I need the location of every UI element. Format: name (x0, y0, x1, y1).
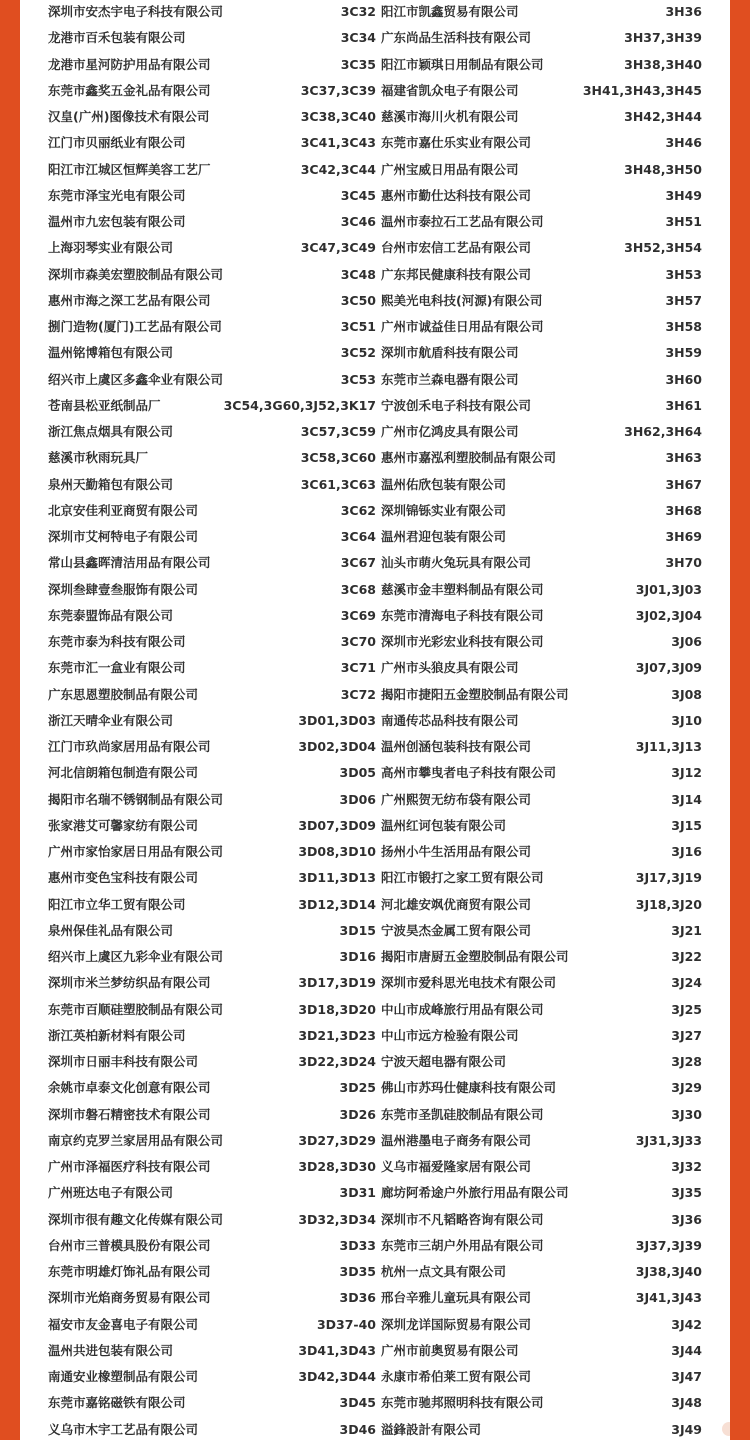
booth-number: 3J07,3J09 (635, 660, 702, 676)
booth-number: 3J35 (671, 1185, 702, 1201)
booth-number: 3C70 (340, 634, 376, 649)
exhibitor-name: 高州市攀曳者电子科技有限公司 (381, 765, 557, 781)
booth-number: 3H48,3H50 (624, 161, 702, 177)
exhibitor-name: 张家港艾可馨家纺有限公司 (48, 817, 199, 833)
booth-number: 3H41,3H43,3H45 (582, 82, 702, 98)
exhibitor-name: 中山市远方检验有限公司 (381, 1027, 519, 1043)
exhibitor-row (20, 1259, 730, 1285)
exhibitor-name: 浙江英柏新材料有限公司 (48, 1027, 186, 1043)
exhibitor-name: 温州君迎包装有限公司 (381, 529, 507, 544)
exhibitor-name: 广州宝威日用品有限公司 (381, 161, 519, 177)
exhibitor-name: 南通安业橡塑制品有限公司 (48, 1369, 199, 1384)
booth-number: 3J47 (671, 1369, 702, 1384)
booth-number: 3D33 (339, 1237, 376, 1253)
booth-number: 3C67 (340, 555, 376, 571)
booth-number: 3J27 (671, 1027, 702, 1043)
booth-number: 3J36 (671, 1211, 702, 1227)
corner-watermark-dot (722, 1422, 730, 1436)
exhibitor-row (20, 970, 730, 996)
booth-number: 3D26 (339, 1106, 376, 1122)
exhibitor-name: 东莞市嘉仕乐实业有限公司 (381, 135, 532, 151)
booth-number: 3D25 (339, 1080, 376, 1096)
booth-number: 3D21,3D23 (298, 1027, 376, 1043)
exhibitor-row (20, 1023, 730, 1049)
exhibitor-name: 广东思恩塑胶制品有限公司 (48, 686, 199, 702)
exhibitor-row (20, 314, 730, 340)
booth-number: 3J44 (671, 1342, 702, 1358)
booth-number: 3J25 (671, 1001, 702, 1017)
exhibitor-name: 泉州保佳礼品有限公司 (48, 922, 174, 938)
booth-number: 3C61,3C63 (300, 476, 376, 492)
exhibitor-name: 温州铭博箱包有限公司 (48, 345, 174, 361)
booth-number: 3D06 (339, 791, 376, 807)
booth-number: 3J37,3J39 (635, 1237, 702, 1253)
booth-number: 3D17,3D19 (298, 975, 376, 991)
booth-number: 3D36 (339, 1290, 376, 1306)
booth-number: 3D42,3D44 (298, 1369, 376, 1384)
exhibitor-row (20, 813, 730, 839)
booth-number: 3C50 (340, 292, 376, 308)
booth-number: 3D31 (339, 1185, 376, 1201)
exhibitor-row (20, 892, 730, 918)
exhibitor-name: 东莞市三胡户外用品有限公司 (381, 1237, 544, 1253)
booth-number: 3H57 (665, 292, 702, 308)
booth-number: 3J11,3J13 (635, 739, 702, 754)
booth-number: 3H62,3H64 (624, 424, 702, 439)
exhibitor-name: 东莞市泰为科技有限公司 (48, 634, 186, 649)
exhibitor-row (20, 1233, 730, 1259)
exhibitor-name: 温州市泰拉石工艺品有限公司 (381, 214, 544, 229)
booth-number: 3D05 (339, 765, 376, 781)
exhibitor-row (20, 104, 730, 130)
booth-number: 3H37,3H39 (624, 30, 702, 46)
booth-number: 3C54,3G60,3J52,3K17 (223, 397, 376, 413)
booth-number: 3D02,3D04 (298, 739, 376, 754)
exhibitor-name: 惠州市变色宝科技有限公司 (48, 870, 199, 886)
exhibitor-row (20, 1128, 730, 1154)
exhibitor-name: 广州熙贺无纺布袋有限公司 (381, 791, 532, 807)
exhibitor-name: 汕头市萌火兔玩具有限公司 (381, 555, 532, 571)
exhibitor-row (20, 603, 730, 629)
booth-number: 3H36 (665, 4, 702, 19)
exhibitor-name: 深圳市很有趣文化传媒有限公司 (48, 1211, 224, 1227)
exhibitor-name: 深圳市不凡韬略咨询有限公司 (381, 1211, 544, 1227)
booth-number: 3D18,3D20 (298, 1001, 376, 1017)
exhibitor-name: 广州市亿鸿皮具有限公司 (381, 424, 519, 439)
exhibitor-row (20, 288, 730, 314)
booth-number: 3D32,3D34 (298, 1211, 376, 1227)
booth-number: 3H67 (665, 476, 702, 492)
exhibitor-row (20, 340, 730, 366)
booth-number: 3H53 (665, 266, 702, 282)
exhibitor-name: 杭州一点文具有限公司 (381, 1264, 507, 1279)
booth-number: 3H59 (665, 345, 702, 361)
booth-number: 3J08 (671, 686, 702, 702)
booth-number: 3J49 (671, 1421, 702, 1437)
exhibitor-name: 北京安佳利亚商贸有限公司 (48, 502, 199, 518)
exhibitor-row (20, 682, 730, 708)
exhibitor-name: 深圳市光焰商务贸易有限公司 (48, 1290, 211, 1306)
booth-number: 3H63 (665, 450, 702, 466)
booth-number: 3J12 (671, 765, 702, 781)
exhibitor-row (20, 262, 730, 288)
exhibitor-name: 上海羽琴实业有限公司 (48, 240, 174, 256)
booth-number: 3J16 (671, 844, 702, 859)
exhibitor-row (20, 865, 730, 891)
booth-number: 3H42,3H44 (624, 109, 702, 124)
exhibitor-name: 佛山市苏玛仕健康科技有限公司 (381, 1080, 557, 1096)
exhibitor-name: 深圳市日丽丰科技有限公司 (48, 1054, 199, 1069)
booth-number: 3C42,3C44 (300, 161, 376, 177)
exhibitor-name: 惠州市海之深工艺品有限公司 (48, 292, 211, 308)
booth-number: 3J24 (671, 975, 702, 991)
exhibitor-name: 东莞市鑫奖五金礼品有限公司 (48, 82, 211, 98)
exhibitor-name: 永康市希伯莱工贸有限公司 (381, 1369, 532, 1384)
exhibitor-name: 深圳锦铄实业有限公司 (381, 502, 507, 518)
exhibitor-name: 龙港市百禾包装有限公司 (48, 30, 186, 46)
booth-number: 3D08,3D10 (298, 844, 376, 859)
booth-number: 3J10 (671, 712, 702, 728)
booth-number: 3J02,3J04 (635, 607, 702, 623)
exhibitor-name: 惠州市嘉泓利塑胶制品有限公司 (381, 450, 557, 466)
exhibitor-name: 温州红诃包装有限公司 (381, 817, 507, 833)
booth-number: 3D37-40 (316, 1316, 376, 1332)
exhibitor-name: 深圳市森美宏塑胶制品有限公司 (48, 266, 224, 282)
exhibitor-row (20, 52, 730, 78)
booth-number: 3D22,3D24 (298, 1054, 376, 1069)
booth-number: 3J06 (671, 634, 702, 649)
exhibitor-name: 揭阳市唐厨五金塑胶制品有限公司 (381, 949, 569, 964)
exhibitor-name: 东莞市兰森电器有限公司 (381, 371, 519, 387)
booth-number: 3D27,3D29 (298, 1132, 376, 1148)
booth-number: 3C62 (340, 502, 376, 518)
booth-number: 3D16 (339, 949, 376, 964)
booth-number: 3H46 (665, 135, 702, 151)
exhibitor-name: 温州佑欣包装有限公司 (381, 476, 507, 492)
booth-number: 3D12,3D14 (298, 896, 376, 912)
exhibitor-name: 福安市友金喜电子有限公司 (48, 1316, 199, 1332)
booth-number: 3J29 (671, 1080, 702, 1096)
exhibitor-row (20, 734, 730, 760)
booth-number: 3J18,3J20 (635, 896, 702, 912)
exhibitor-row (20, 1417, 730, 1440)
exhibitor-name: 东莞市百顺硅塑胶制品有限公司 (48, 1001, 224, 1017)
exhibitor-name: 浙江天晴伞业有限公司 (48, 712, 174, 728)
exhibitor-name: 溢鋒設計有限公司 (381, 1421, 482, 1437)
booth-number: 3C58,3C60 (300, 450, 376, 466)
exhibitor-name: 温州港墨电子商务有限公司 (381, 1132, 532, 1148)
exhibitor-row (20, 209, 730, 235)
exhibitor-rows (20, 0, 730, 1440)
exhibitor-name: 慈溪市海川火机有限公司 (381, 109, 519, 124)
exhibitor-name: 熙美光电科技(河源)有限公司 (381, 292, 543, 308)
exhibitor-name: 阳江市凯鑫贸易有限公司 (381, 4, 519, 19)
exhibitor-name: 扬州小牛生活用品有限公司 (381, 844, 532, 859)
exhibitor-row (20, 1154, 730, 1180)
exhibitor-name: 东莞市汇一盒业有限公司 (48, 660, 186, 676)
booth-number: 3H70 (665, 555, 702, 571)
exhibitor-name: 揭阳市捷阳五金塑胶制品有限公司 (381, 686, 569, 702)
exhibitor-row (20, 1312, 730, 1338)
exhibitor-row (20, 393, 730, 419)
exhibitor-name: 广州班达电子有限公司 (48, 1185, 174, 1201)
exhibitor-name: 台州市三普模具股份有限公司 (48, 1237, 211, 1253)
booth-number: 3J30 (671, 1106, 702, 1122)
booth-number: 3C51 (340, 319, 376, 334)
exhibitor-row (20, 787, 730, 813)
exhibitor-name: 广东尚品生活科技有限公司 (381, 30, 532, 46)
booth-number: 3D11,3D13 (298, 870, 376, 886)
exhibitor-row (20, 157, 730, 183)
exhibitor-name: 东莞市嘉铭磁铁有限公司 (48, 1395, 186, 1411)
booth-number: 3H52,3H54 (624, 240, 702, 256)
exhibitor-name: 惠州市勤仕达科技有限公司 (381, 187, 532, 203)
exhibitor-row (20, 183, 730, 209)
booth-number: 3J48 (671, 1395, 702, 1411)
booth-number: 3C72 (340, 686, 376, 702)
exhibitor-name: 广州市诚益佳日用品有限公司 (381, 319, 544, 334)
exhibitor-row (20, 1075, 730, 1101)
exhibitor-name: 苍南县松亚纸制品厂 (48, 397, 161, 413)
booth-number: 3C34 (340, 30, 376, 46)
exhibitor-name: 温州创涵包装科技有限公司 (381, 739, 532, 754)
exhibitor-row (20, 997, 730, 1023)
exhibitor-name: 揭阳市名瑞不锈钢制品有限公司 (48, 791, 224, 807)
booth-number: 3J41,3J43 (635, 1290, 702, 1306)
booth-number: 3C38,3C40 (300, 109, 376, 124)
exhibitor-name: 余姚市卓泰文化创意有限公司 (48, 1080, 211, 1096)
exhibitor-name: 深圳市磐石精密技术有限公司 (48, 1106, 211, 1122)
booth-number: 3J21 (671, 922, 702, 938)
exhibitor-row (20, 550, 730, 576)
booth-number: 3H60 (665, 371, 702, 387)
booth-number: 3J38,3J40 (635, 1264, 702, 1279)
exhibitor-name: 深圳市爱科思光电技术有限公司 (381, 975, 557, 991)
exhibitor-name: 广东邦民健康科技有限公司 (381, 266, 532, 282)
exhibitor-row (20, 1207, 730, 1233)
booth-number: 3D46 (339, 1421, 376, 1437)
booth-number: 3D45 (339, 1395, 376, 1411)
exhibitor-name: 东莞市清海电子科技有限公司 (381, 607, 544, 623)
exhibitor-name: 阳江市锻打之家工贸有限公司 (381, 870, 544, 886)
exhibitor-row (20, 419, 730, 445)
exhibitor-row (20, 472, 730, 498)
exhibitor-name: 捌门造物(厦门)工艺品有限公司 (48, 319, 222, 334)
booth-number: 3D07,3D09 (298, 817, 376, 833)
exhibitor-name: 义乌市木宇工艺品有限公司 (48, 1421, 199, 1437)
exhibitor-row (20, 1102, 730, 1128)
booth-number: 3H68 (665, 502, 702, 518)
exhibitor-name: 邢台辛雅儿童玩具有限公司 (381, 1290, 532, 1306)
booth-number: 3J28 (671, 1054, 702, 1069)
booth-number: 3J31,3J33 (635, 1132, 702, 1148)
booth-number: 3J01,3J03 (635, 581, 702, 597)
booth-number: 3C37,3C39 (300, 82, 376, 98)
booth-number: 3C53 (340, 371, 376, 387)
booth-number: 3C48 (340, 266, 376, 282)
booth-number: 3C68 (340, 581, 376, 597)
booth-number: 3C41,3C43 (300, 135, 376, 151)
booth-number: 3H69 (665, 529, 702, 544)
exhibitor-name: 义乌市福爱隆家居有限公司 (381, 1159, 532, 1174)
exhibitor-name: 东莞市明雄灯饰礼品有限公司 (48, 1264, 211, 1279)
booth-number: 3D35 (339, 1264, 376, 1279)
exhibitor-name: 台州市宏信工艺品有限公司 (381, 240, 532, 256)
exhibitor-row (20, 839, 730, 865)
exhibitor-name: 河北雄安飒优商贸有限公司 (381, 896, 532, 912)
exhibitor-name: 龙港市星河防护用品有限公司 (48, 56, 211, 72)
exhibitor-row (20, 25, 730, 51)
booth-number: 3D41,3D43 (298, 1342, 376, 1358)
exhibitor-row (20, 1390, 730, 1416)
exhibitor-row (20, 629, 730, 655)
exhibitor-name: 中山市成峰旅行用品有限公司 (381, 1001, 544, 1017)
exhibitor-name: 常山县鑫晖清洁用品有限公司 (48, 555, 211, 571)
exhibitor-name: 深圳叁肆壹叁服饰有限公司 (48, 581, 199, 597)
exhibitor-name: 廊坊阿希途户外旅行用品有限公司 (381, 1185, 569, 1201)
exhibitor-row (20, 1049, 730, 1075)
exhibitor-row (20, 367, 730, 393)
booth-number: 3C64 (340, 529, 376, 544)
exhibitor-name: 汉皇(广州)图像技术有限公司 (48, 109, 210, 124)
exhibitor-name: 宁波昊杰金属工贸有限公司 (381, 922, 532, 938)
exhibitor-name: 温州共进包装有限公司 (48, 1342, 174, 1358)
exhibitor-name: 江门市贝丽纸业有限公司 (48, 135, 186, 151)
exhibitor-name: 宁波天超电器有限公司 (381, 1054, 507, 1069)
booth-number: 3C46 (340, 214, 376, 229)
exhibitor-name: 江门市玖尚家居用品有限公司 (48, 739, 211, 754)
exhibitor-name: 深圳龙详国际贸易有限公司 (381, 1316, 532, 1332)
exhibitor-list-sheet (20, 0, 730, 1440)
booth-number: 3H38,3H40 (624, 56, 702, 72)
booth-number: 3H58 (665, 319, 702, 334)
booth-number: 3H49 (665, 187, 702, 203)
exhibitor-row (20, 498, 730, 524)
exhibitor-name: 宁波创禾电子科技有限公司 (381, 397, 532, 413)
exhibitor-name: 深圳市航盾科技有限公司 (381, 345, 519, 361)
exhibitor-row (20, 577, 730, 603)
exhibitor-name: 温州市九宏包装有限公司 (48, 214, 186, 229)
exhibitor-name: 广州市泽福医疗科技有限公司 (48, 1159, 211, 1174)
booth-number: 3D28,3D30 (298, 1159, 376, 1174)
booth-number: 3H61 (665, 397, 702, 413)
exhibitor-name: 南通传芯品科技有限公司 (381, 712, 519, 728)
exhibitor-row (20, 78, 730, 104)
booth-number: 3C32 (340, 4, 376, 19)
exhibitor-row (20, 1364, 730, 1390)
exhibitor-name: 深圳市安杰宇电子科技有限公司 (48, 4, 224, 19)
exhibitor-row (20, 708, 730, 734)
exhibitor-row (20, 524, 730, 550)
booth-number: 3C57,3C59 (300, 424, 376, 439)
exhibitor-name: 河北信朗箱包制造有限公司 (48, 765, 199, 781)
exhibitor-name: 深圳市光彩宏业科技有限公司 (381, 634, 544, 649)
exhibitor-row (20, 1285, 730, 1311)
exhibitor-name: 东莞市驰邦照明科技有限公司 (381, 1395, 544, 1411)
exhibitor-name: 深圳市米兰梦纺织品有限公司 (48, 975, 211, 991)
exhibitor-row (20, 918, 730, 944)
exhibitor-name: 浙江焦点烟具有限公司 (48, 424, 174, 439)
exhibitor-name: 东莞泰盟饰品有限公司 (48, 607, 174, 623)
exhibitor-name: 广州市头狼皮具有限公司 (381, 660, 519, 676)
booth-number: 3C69 (340, 607, 376, 623)
booth-number: 3J22 (671, 949, 702, 964)
exhibitor-name: 南京约克罗兰家居用品有限公司 (48, 1132, 224, 1148)
booth-number: 3D15 (339, 922, 376, 938)
exhibitor-row (20, 944, 730, 970)
booth-number: 3J17,3J19 (635, 870, 702, 886)
booth-number: 3J42 (671, 1316, 702, 1332)
exhibitor-name: 慈溪市金丰塑料制品有限公司 (381, 581, 544, 597)
booth-number: 3J14 (671, 791, 702, 807)
exhibitor-row (20, 1338, 730, 1364)
exhibitor-row (20, 1180, 730, 1206)
exhibitor-name: 慈溪市秋雨玩具厂 (48, 450, 149, 466)
booth-number: 3H51 (665, 214, 702, 229)
exhibitor-row (20, 445, 730, 471)
exhibitor-row (20, 655, 730, 681)
exhibitor-row (20, 0, 730, 25)
exhibitor-name: 阳江市颖琪日用制品有限公司 (381, 56, 544, 72)
exhibitor-name: 广州市家怡家居日用品有限公司 (48, 844, 224, 859)
exhibitor-name: 泉州天勤箱包有限公司 (48, 476, 174, 492)
exhibitor-name: 深圳市艾柯特电子有限公司 (48, 529, 199, 544)
exhibitor-name: 绍兴市上虞区多鑫伞业有限公司 (48, 371, 224, 387)
booth-number: 3C47,3C49 (300, 240, 376, 256)
exhibitor-name: 阳江市江城区恒辉美容工艺厂 (48, 161, 211, 177)
exhibitor-name: 东莞市圣凯硅胶制品有限公司 (381, 1106, 544, 1122)
exhibitor-name: 广州市前奥贸易有限公司 (381, 1342, 519, 1358)
exhibitor-name: 东莞市泽宝光电有限公司 (48, 187, 186, 203)
exhibitor-row (20, 130, 730, 156)
booth-number: 3D01,3D03 (298, 712, 376, 728)
exhibitor-name: 福建省凯众电子有限公司 (381, 82, 519, 98)
booth-number: 3C52 (340, 345, 376, 361)
exhibitor-name: 阳江市立华工贸有限公司 (48, 896, 186, 912)
exhibitor-row (20, 235, 730, 261)
booth-number: 3C45 (340, 187, 376, 203)
exhibitor-name: 绍兴市上虞区九彩伞业有限公司 (48, 949, 224, 964)
exhibitor-row (20, 760, 730, 786)
booth-number: 3J15 (671, 817, 702, 833)
booth-number: 3C71 (340, 660, 376, 676)
booth-number: 3J32 (671, 1159, 702, 1174)
booth-number: 3C35 (340, 56, 376, 72)
